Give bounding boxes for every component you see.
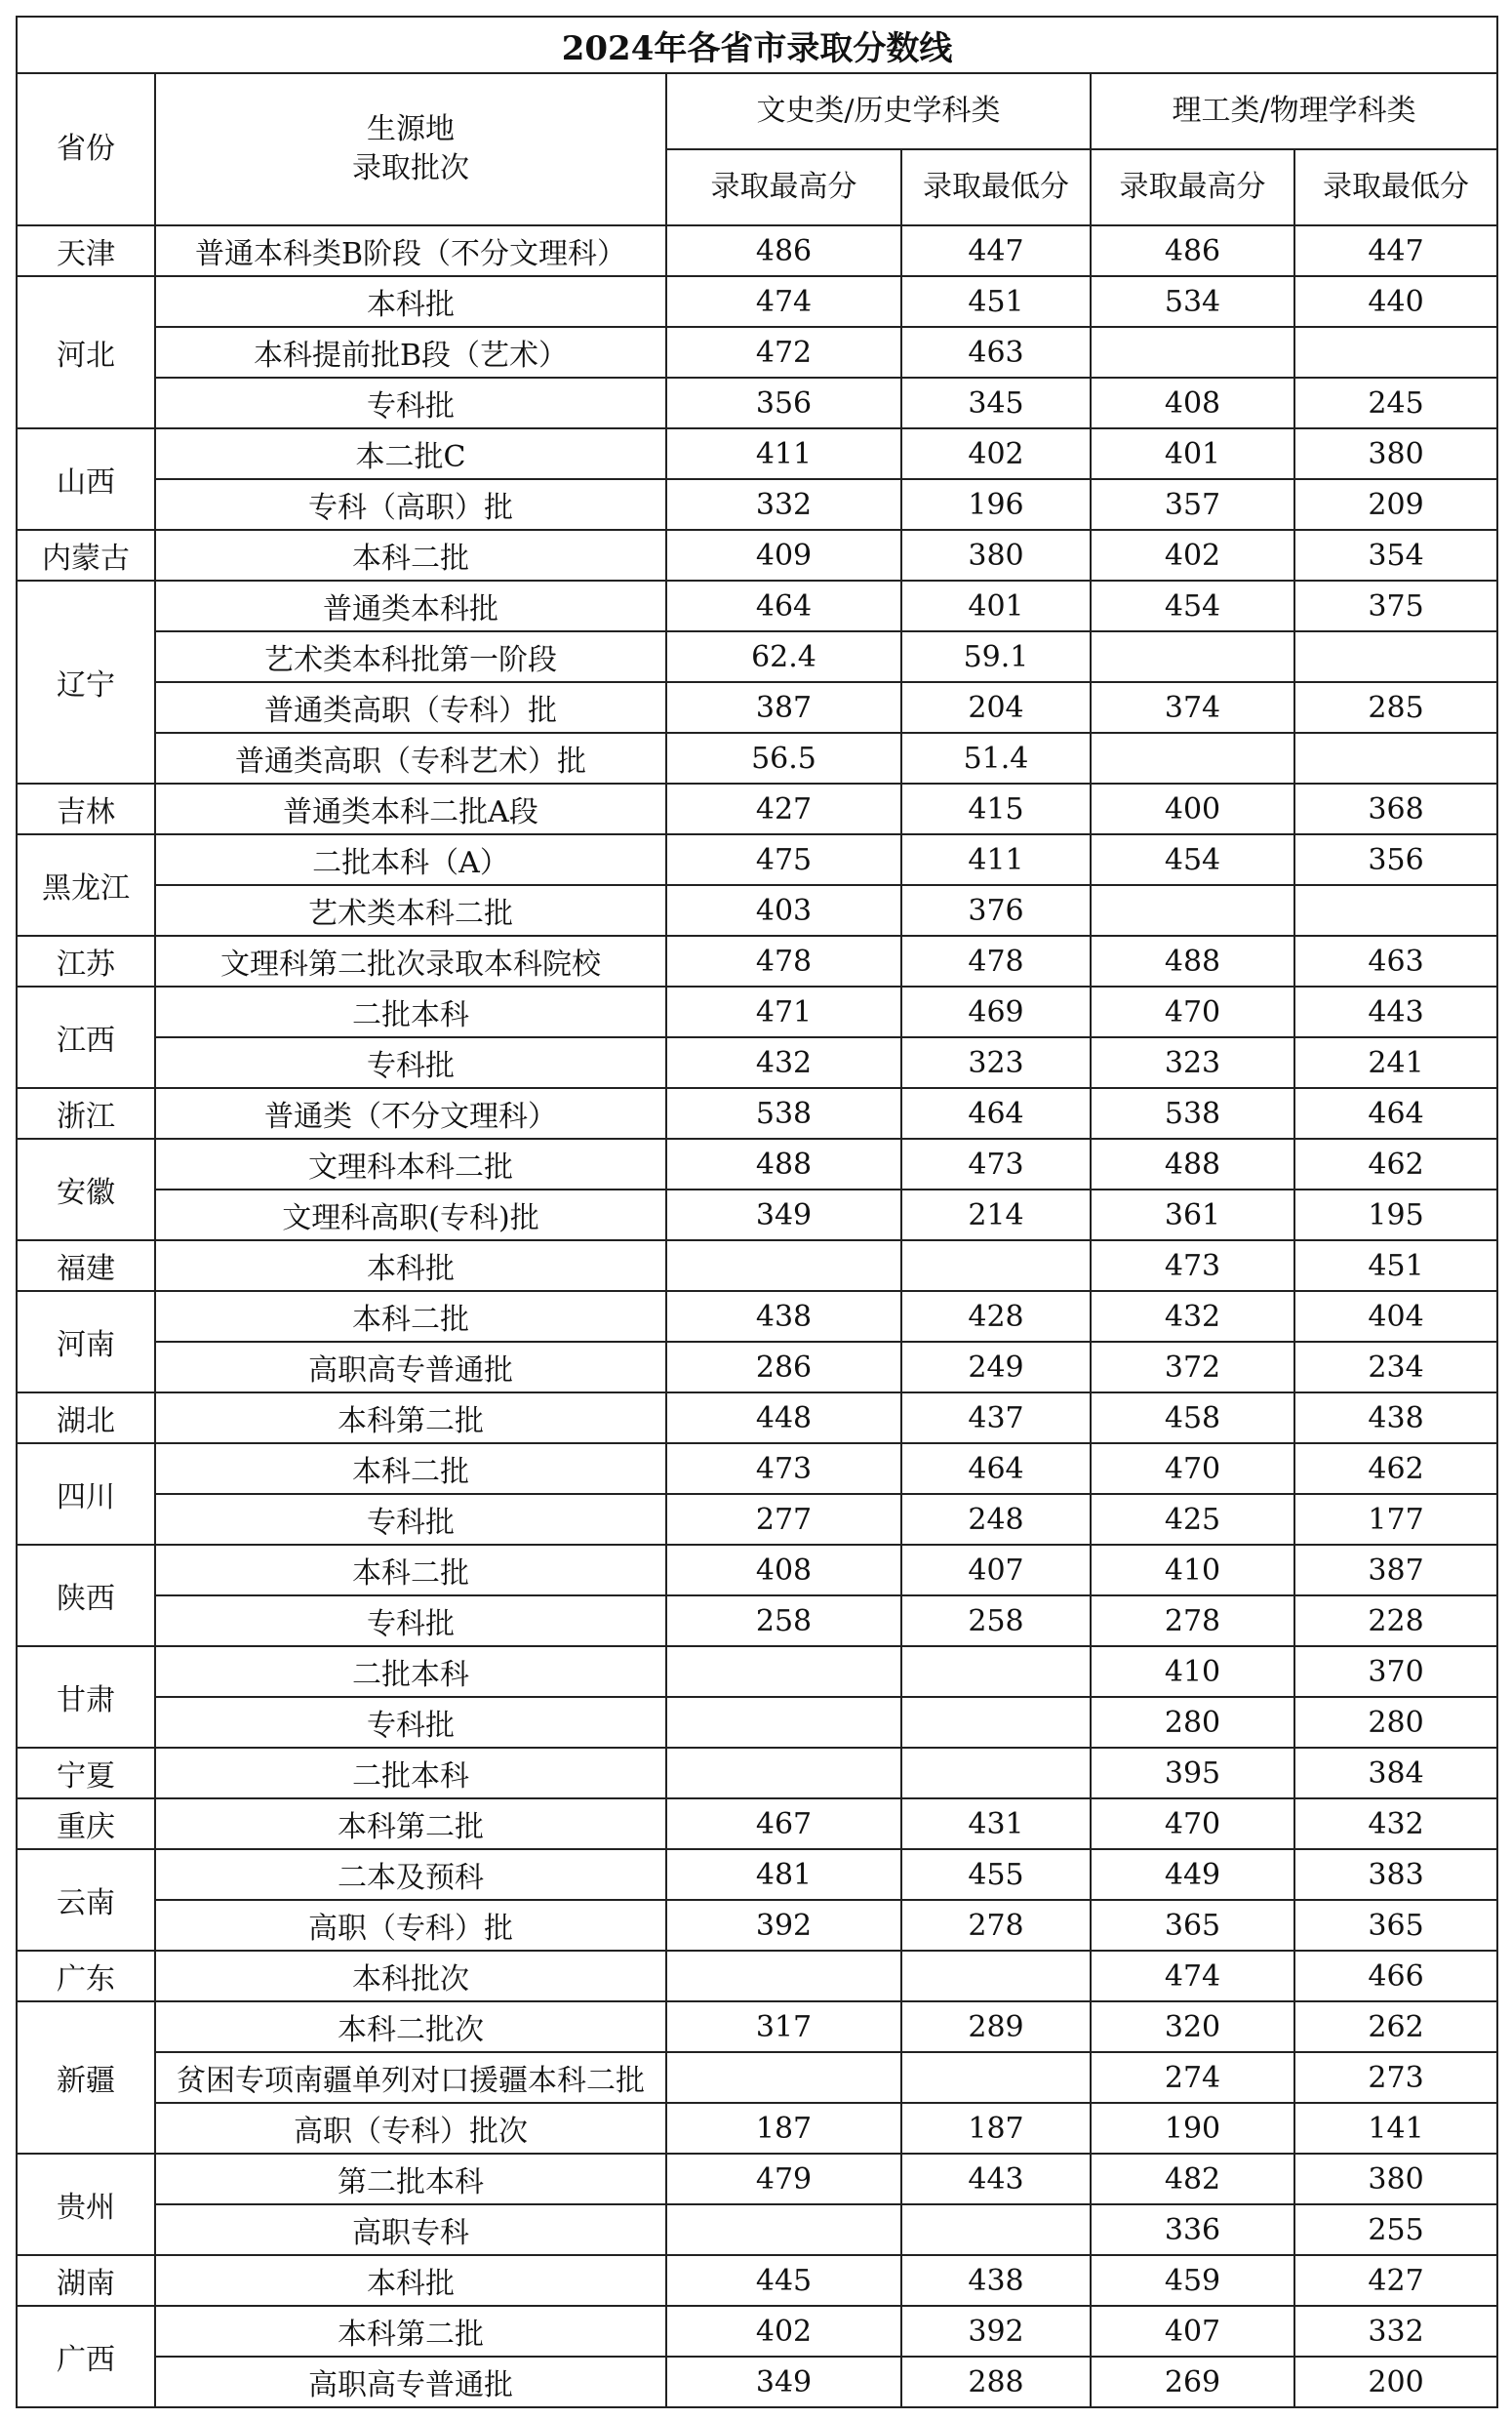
batch-cell: 二批本科（A） <box>155 834 666 885</box>
batch-cell: 艺术类本科二批 <box>155 885 666 936</box>
document-page <box>16 16 1496 2404</box>
batch-cell: 普通本科类B阶段（不分文理科） <box>155 225 666 276</box>
science-max-cell: 459 <box>1091 2255 1294 2306</box>
table-row <box>17 936 1497 987</box>
batch-cell: 文理科本科二批 <box>155 1139 666 1190</box>
header-arts-min: 录取最低分 <box>901 149 1091 225</box>
science-min-cell <box>1294 733 1497 784</box>
arts-max-cell: 317 <box>666 2001 901 2052</box>
arts-max-cell: 488 <box>666 1139 901 1190</box>
table-row <box>17 2357 1497 2407</box>
science-min-cell: 438 <box>1294 1392 1497 1443</box>
science-max-cell: 454 <box>1091 834 1294 885</box>
batch-cell: 高职（专科）批次 <box>155 2103 666 2154</box>
arts-min-cell: 289 <box>901 2001 1091 2052</box>
science-max-cell: 401 <box>1091 428 1294 479</box>
science-max-cell <box>1091 733 1294 784</box>
batch-cell: 本科二批 <box>155 1443 666 1494</box>
batch-cell: 本科批 <box>155 1240 666 1291</box>
arts-max-cell: 464 <box>666 581 901 631</box>
science-min-cell <box>1294 631 1497 682</box>
arts-max-cell: 471 <box>666 987 901 1037</box>
arts-min-cell: 438 <box>901 2255 1091 2306</box>
header-arts-max: 录取最高分 <box>666 149 901 225</box>
science-min-cell: 273 <box>1294 2052 1497 2103</box>
batch-cell: 普通类高职（专科艺术）批 <box>155 733 666 784</box>
arts-max-cell: 473 <box>666 1443 901 1494</box>
arts-max-cell: 356 <box>666 378 901 428</box>
arts-min-cell: 196 <box>901 479 1091 530</box>
science-max-cell <box>1091 327 1294 378</box>
science-min-cell: 141 <box>1294 2103 1497 2154</box>
science-min-cell: 380 <box>1294 2154 1497 2204</box>
science-min-cell: 380 <box>1294 428 1497 479</box>
table-row <box>17 1595 1497 1646</box>
science-min-cell: 241 <box>1294 1037 1497 1088</box>
arts-max-cell <box>666 1646 901 1697</box>
science-min-cell: 447 <box>1294 225 1497 276</box>
arts-max-cell: 387 <box>666 682 901 733</box>
table-row <box>17 1494 1497 1545</box>
province-cell: 河南 <box>17 1291 155 1392</box>
science-min-cell: 195 <box>1294 1190 1497 1240</box>
arts-min-cell: 443 <box>901 2154 1091 2204</box>
province-cell: 江苏 <box>17 936 155 987</box>
header-science-max: 录取最高分 <box>1091 149 1294 225</box>
science-max-cell: 374 <box>1091 682 1294 733</box>
province-cell: 浙江 <box>17 1088 155 1139</box>
science-max-cell: 336 <box>1091 2204 1294 2255</box>
science-min-cell: 440 <box>1294 276 1497 327</box>
table-row <box>17 428 1497 479</box>
batch-cell: 专科批 <box>155 1595 666 1646</box>
science-max-cell: 400 <box>1091 784 1294 834</box>
science-min-cell: 368 <box>1294 784 1497 834</box>
science-max-cell: 454 <box>1091 581 1294 631</box>
arts-min-cell: 278 <box>901 1900 1091 1951</box>
arts-max-cell: 432 <box>666 1037 901 1088</box>
province-cell: 贵州 <box>17 2154 155 2255</box>
science-min-cell: 200 <box>1294 2357 1497 2407</box>
header-group-arts: 文史类/历史学科类 <box>666 73 1091 149</box>
science-max-cell: 488 <box>1091 936 1294 987</box>
science-max-cell: 470 <box>1091 1443 1294 1494</box>
table-row <box>17 1088 1497 1139</box>
batch-cell: 高职专科 <box>155 2204 666 2255</box>
science-max-cell: 361 <box>1091 1190 1294 1240</box>
table-row <box>17 784 1497 834</box>
table-row <box>17 2154 1497 2204</box>
arts-max-cell: 62.4 <box>666 631 901 682</box>
batch-cell: 第二批本科 <box>155 2154 666 2204</box>
arts-min-cell: 51.4 <box>901 733 1091 784</box>
table-row <box>17 581 1497 631</box>
table-body <box>17 225 1497 2407</box>
table-row <box>17 1443 1497 1494</box>
science-max-cell: 357 <box>1091 479 1294 530</box>
batch-cell: 本二批C <box>155 428 666 479</box>
science-min-cell: 463 <box>1294 936 1497 987</box>
science-max-cell: 395 <box>1091 1748 1294 1798</box>
batch-cell: 专科批 <box>155 1037 666 1088</box>
arts-max-cell: 479 <box>666 2154 901 2204</box>
arts-max-cell: 411 <box>666 428 901 479</box>
table-row <box>17 479 1497 530</box>
science-max-cell: 482 <box>1091 2154 1294 2204</box>
table-row <box>17 1900 1497 1951</box>
science-min-cell: 209 <box>1294 479 1497 530</box>
table-row <box>17 2001 1497 2052</box>
science-min-cell <box>1294 885 1497 936</box>
science-max-cell: 402 <box>1091 530 1294 581</box>
arts-max-cell: 448 <box>666 1392 901 1443</box>
science-max-cell: 432 <box>1091 1291 1294 1342</box>
batch-cell: 文理科高职(专科)批 <box>155 1190 666 1240</box>
science-min-cell: 228 <box>1294 1595 1497 1646</box>
arts-min-cell: 469 <box>901 987 1091 1037</box>
province-cell: 内蒙古 <box>17 530 155 581</box>
science-max-cell: 410 <box>1091 1646 1294 1697</box>
header-group-science: 理工类/物理学科类 <box>1091 73 1497 149</box>
arts-max-cell: 478 <box>666 936 901 987</box>
batch-cell: 艺术类本科批第一阶段 <box>155 631 666 682</box>
science-min-cell: 370 <box>1294 1646 1497 1697</box>
science-max-cell: 538 <box>1091 1088 1294 1139</box>
science-max-cell: 408 <box>1091 378 1294 428</box>
science-min-cell: 262 <box>1294 2001 1497 2052</box>
province-cell: 广西 <box>17 2306 155 2407</box>
arts-max-cell: 538 <box>666 1088 901 1139</box>
table-row <box>17 1291 1497 1342</box>
province-cell: 山西 <box>17 428 155 530</box>
batch-cell: 本科二批次 <box>155 2001 666 2052</box>
table-row <box>17 682 1497 733</box>
batch-cell: 本科批次 <box>155 1951 666 2001</box>
science-min-cell: 285 <box>1294 682 1497 733</box>
arts-min-cell <box>901 2204 1091 2255</box>
table-row <box>17 1646 1497 1697</box>
batch-cell: 本科第二批 <box>155 1392 666 1443</box>
province-cell: 云南 <box>17 1849 155 1951</box>
arts-max-cell: 402 <box>666 2306 901 2357</box>
arts-min-cell: 431 <box>901 1798 1091 1849</box>
table-row <box>17 2052 1497 2103</box>
table-row <box>17 1240 1497 1291</box>
science-max-cell: 488 <box>1091 1139 1294 1190</box>
arts-min-cell: 258 <box>901 1595 1091 1646</box>
science-min-cell: 427 <box>1294 2255 1497 2306</box>
arts-min-cell: 464 <box>901 1443 1091 1494</box>
table-row <box>17 327 1497 378</box>
arts-min-cell: 248 <box>901 1494 1091 1545</box>
arts-max-cell <box>666 1697 901 1748</box>
science-max-cell <box>1091 631 1294 682</box>
table-row <box>17 2103 1497 2154</box>
science-min-cell: 432 <box>1294 1798 1497 1849</box>
arts-max-cell: 392 <box>666 1900 901 1951</box>
table-row <box>17 834 1497 885</box>
arts-min-cell: 463 <box>901 327 1091 378</box>
arts-min-cell <box>901 1951 1091 2001</box>
science-min-cell: 443 <box>1294 987 1497 1037</box>
science-max-cell: 473 <box>1091 1240 1294 1291</box>
province-cell: 陕西 <box>17 1545 155 1646</box>
province-cell: 江西 <box>17 987 155 1088</box>
science-min-cell: 466 <box>1294 1951 1497 2001</box>
arts-min-cell: 392 <box>901 2306 1091 2357</box>
science-min-cell: 280 <box>1294 1697 1497 1748</box>
table-row <box>17 631 1497 682</box>
batch-cell: 本科提前批B段（艺术） <box>155 327 666 378</box>
science-max-cell: 372 <box>1091 1342 1294 1392</box>
arts-max-cell: 467 <box>666 1798 901 1849</box>
arts-max-cell: 56.5 <box>666 733 901 784</box>
table-row <box>17 987 1497 1037</box>
science-min-cell: 387 <box>1294 1545 1497 1595</box>
arts-max-cell: 408 <box>666 1545 901 1595</box>
arts-min-cell: 249 <box>901 1342 1091 1392</box>
science-max-cell: 534 <box>1091 276 1294 327</box>
arts-min-cell: 455 <box>901 1849 1091 1900</box>
batch-cell: 本科批 <box>155 276 666 327</box>
arts-min-cell: 464 <box>901 1088 1091 1139</box>
science-min-cell: 356 <box>1294 834 1497 885</box>
science-min-cell: 384 <box>1294 1748 1497 1798</box>
arts-min-cell: 187 <box>901 2103 1091 2154</box>
batch-cell: 高职（专科）批 <box>155 1900 666 1951</box>
arts-min-cell: 214 <box>901 1190 1091 1240</box>
province-cell: 吉林 <box>17 784 155 834</box>
arts-max-cell <box>666 1240 901 1291</box>
arts-max-cell: 445 <box>666 2255 901 2306</box>
arts-min-cell: 451 <box>901 276 1091 327</box>
table-row <box>17 1951 1497 2001</box>
table-row <box>17 1697 1497 1748</box>
science-max-cell: 458 <box>1091 1392 1294 1443</box>
province-cell: 四川 <box>17 1443 155 1545</box>
arts-min-cell: 345 <box>901 378 1091 428</box>
table-row <box>17 1139 1497 1190</box>
province-cell: 黑龙江 <box>17 834 155 936</box>
province-cell: 宁夏 <box>17 1748 155 1798</box>
science-max-cell: 274 <box>1091 2052 1294 2103</box>
batch-cell: 本科批 <box>155 2255 666 2306</box>
arts-max-cell: 481 <box>666 1849 901 1900</box>
arts-min-cell: 407 <box>901 1545 1091 1595</box>
arts-max-cell: 332 <box>666 479 901 530</box>
batch-cell: 高职高专普通批 <box>155 1342 666 1392</box>
science-max-cell <box>1091 885 1294 936</box>
table-row <box>17 1849 1497 1900</box>
table-row <box>17 1342 1497 1392</box>
arts-min-cell: 447 <box>901 225 1091 276</box>
table-row <box>17 1798 1497 1849</box>
table-row <box>17 225 1497 276</box>
science-max-cell: 269 <box>1091 2357 1294 2407</box>
science-min-cell: 365 <box>1294 1900 1497 1951</box>
province-cell: 湖南 <box>17 2255 155 2306</box>
science-max-cell: 190 <box>1091 2103 1294 2154</box>
batch-cell: 专科批 <box>155 1697 666 1748</box>
science-min-cell <box>1294 327 1497 378</box>
table-row <box>17 2204 1497 2255</box>
arts-min-cell: 59.1 <box>901 631 1091 682</box>
science-max-cell: 486 <box>1091 225 1294 276</box>
arts-max-cell <box>666 2204 901 2255</box>
arts-max-cell <box>666 2052 901 2103</box>
science-max-cell: 323 <box>1091 1037 1294 1088</box>
header-province: 省份 <box>17 73 155 225</box>
header-source-line2: 录取批次 <box>352 151 469 185</box>
table-row <box>17 530 1497 581</box>
science-min-cell: 177 <box>1294 1494 1497 1545</box>
science-max-cell: 320 <box>1091 2001 1294 2052</box>
arts-min-cell <box>901 1240 1091 1291</box>
arts-max-cell: 349 <box>666 1190 901 1240</box>
batch-cell: 本科二批 <box>155 1291 666 1342</box>
science-min-cell: 462 <box>1294 1443 1497 1494</box>
science-min-cell: 451 <box>1294 1240 1497 1291</box>
arts-min-cell: 473 <box>901 1139 1091 1190</box>
province-cell: 天津 <box>17 225 155 276</box>
arts-min-cell: 288 <box>901 2357 1091 2407</box>
arts-min-cell <box>901 2052 1091 2103</box>
table-row <box>17 1037 1497 1088</box>
table-row <box>17 733 1497 784</box>
science-max-cell: 280 <box>1091 1697 1294 1748</box>
batch-cell: 二本及预科 <box>155 1849 666 1900</box>
arts-min-cell: 428 <box>901 1291 1091 1342</box>
arts-max-cell: 486 <box>666 225 901 276</box>
table-row <box>17 276 1497 327</box>
arts-max-cell <box>666 1748 901 1798</box>
science-max-cell: 470 <box>1091 1798 1294 1849</box>
science-max-cell: 474 <box>1091 1951 1294 2001</box>
table-row <box>17 1748 1497 1798</box>
batch-cell: 专科（高职）批 <box>155 479 666 530</box>
arts-min-cell: 478 <box>901 936 1091 987</box>
batch-cell: 普通类高职（专科）批 <box>155 682 666 733</box>
arts-max-cell: 427 <box>666 784 901 834</box>
arts-min-cell: 401 <box>901 581 1091 631</box>
science-min-cell: 375 <box>1294 581 1497 631</box>
table-row <box>17 1545 1497 1595</box>
table-row <box>17 885 1497 936</box>
batch-cell: 普通类本科批 <box>155 581 666 631</box>
table-row <box>17 2255 1497 2306</box>
province-cell: 河北 <box>17 276 155 428</box>
batch-cell: 专科批 <box>155 378 666 428</box>
table-row <box>17 378 1497 428</box>
arts-min-cell: 376 <box>901 885 1091 936</box>
admission-score-table <box>16 16 1498 2408</box>
batch-cell: 贫困专项南疆单列对口援疆本科二批 <box>155 2052 666 2103</box>
arts-max-cell: 472 <box>666 327 901 378</box>
science-max-cell: 365 <box>1091 1900 1294 1951</box>
batch-cell: 普通类（不分文理科） <box>155 1088 666 1139</box>
arts-min-cell: 415 <box>901 784 1091 834</box>
province-cell: 重庆 <box>17 1798 155 1849</box>
arts-max-cell <box>666 1951 901 2001</box>
arts-max-cell: 409 <box>666 530 901 581</box>
arts-min-cell: 380 <box>901 530 1091 581</box>
science-max-cell: 470 <box>1091 987 1294 1037</box>
table-row <box>17 1190 1497 1240</box>
arts-max-cell: 187 <box>666 2103 901 2154</box>
batch-cell: 二批本科 <box>155 1748 666 1798</box>
arts-max-cell: 277 <box>666 1494 901 1545</box>
batch-cell: 二批本科 <box>155 1646 666 1697</box>
batch-cell: 本科第二批 <box>155 1798 666 1849</box>
batch-cell: 本科第二批 <box>155 2306 666 2357</box>
science-max-cell: 278 <box>1091 1595 1294 1646</box>
header-source-batch <box>155 73 666 225</box>
province-cell: 新疆 <box>17 2001 155 2154</box>
arts-min-cell: 411 <box>901 834 1091 885</box>
province-cell: 广东 <box>17 1951 155 2001</box>
table-row <box>17 2306 1497 2357</box>
science-max-cell: 407 <box>1091 2306 1294 2357</box>
science-min-cell: 404 <box>1294 1291 1497 1342</box>
batch-cell: 文理科第二批次录取本科院校 <box>155 936 666 987</box>
batch-cell: 高职高专普通批 <box>155 2357 666 2407</box>
science-min-cell: 464 <box>1294 1088 1497 1139</box>
science-min-cell: 383 <box>1294 1849 1497 1900</box>
arts-max-cell: 475 <box>666 834 901 885</box>
province-cell: 湖北 <box>17 1392 155 1443</box>
province-cell: 福建 <box>17 1240 155 1291</box>
arts-max-cell: 349 <box>666 2357 901 2407</box>
science-max-cell: 410 <box>1091 1545 1294 1595</box>
arts-max-cell: 258 <box>666 1595 901 1646</box>
arts-max-cell: 286 <box>666 1342 901 1392</box>
batch-cell: 二批本科 <box>155 987 666 1037</box>
arts-max-cell: 438 <box>666 1291 901 1342</box>
arts-min-cell: 402 <box>901 428 1091 479</box>
arts-max-cell: 403 <box>666 885 901 936</box>
batch-cell: 本科二批 <box>155 1545 666 1595</box>
arts-min-cell <box>901 1697 1091 1748</box>
batch-cell: 专科批 <box>155 1494 666 1545</box>
province-cell: 甘肃 <box>17 1646 155 1748</box>
science-max-cell: 425 <box>1091 1494 1294 1545</box>
science-min-cell: 255 <box>1294 2204 1497 2255</box>
batch-cell: 本科二批 <box>155 530 666 581</box>
header-source-line1: 生源地 <box>367 111 455 146</box>
arts-min-cell: 437 <box>901 1392 1091 1443</box>
arts-max-cell: 474 <box>666 276 901 327</box>
science-min-cell: 245 <box>1294 378 1497 428</box>
arts-min-cell: 323 <box>901 1037 1091 1088</box>
province-cell: 安徽 <box>17 1139 155 1240</box>
province-cell: 辽宁 <box>17 581 155 784</box>
table-row <box>17 1392 1497 1443</box>
arts-min-cell <box>901 1646 1091 1697</box>
arts-min-cell <box>901 1748 1091 1798</box>
header-science-min: 录取最低分 <box>1294 149 1497 225</box>
science-max-cell: 449 <box>1091 1849 1294 1900</box>
science-min-cell: 234 <box>1294 1342 1497 1392</box>
arts-min-cell: 204 <box>901 682 1091 733</box>
science-min-cell: 462 <box>1294 1139 1497 1190</box>
science-min-cell: 354 <box>1294 530 1497 581</box>
science-min-cell: 332 <box>1294 2306 1497 2357</box>
batch-cell: 普通类本科二批A段 <box>155 784 666 834</box>
table-title: 2024年各省市录取分数线 <box>17 17 1497 73</box>
